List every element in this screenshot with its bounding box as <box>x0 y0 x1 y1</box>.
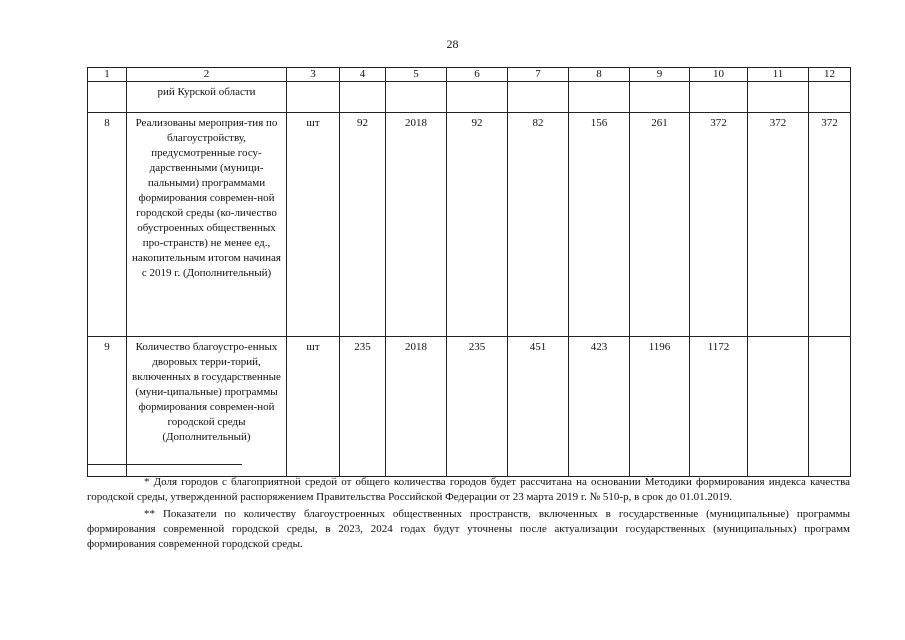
table-header-row <box>88 68 851 82</box>
table-cell <box>748 82 809 113</box>
value-cell: 451 <box>508 337 569 477</box>
header-cell: 1 <box>88 68 127 82</box>
unit-cell: шт <box>287 113 340 337</box>
value-cell: 82 <box>508 113 569 337</box>
table-row <box>88 337 851 477</box>
row-number-cell: 8 <box>88 113 127 337</box>
value-cell: 1196 <box>630 337 690 477</box>
value-cell <box>748 337 809 477</box>
header-cell: 12 <box>809 68 851 82</box>
table-cell <box>88 82 127 113</box>
header-cell: 5 <box>386 68 447 82</box>
value-cell: 156 <box>569 113 630 337</box>
value-cell: 372 <box>690 113 748 337</box>
value-cell: 92 <box>447 113 508 337</box>
header-cell: 8 <box>569 68 630 82</box>
value-cell: 235 <box>340 337 386 477</box>
header-cell: 7 <box>508 68 569 82</box>
header-cell: 9 <box>630 68 690 82</box>
table-cell <box>287 82 340 113</box>
table-cell-description: рий Курской области <box>127 82 287 113</box>
indicators-table <box>87 67 851 477</box>
table-cell <box>386 82 447 113</box>
footnote-1: * Доля городов с благоприятной средой от общего количества городов будет рассчитана на основании Методики формирования индекса качества городской среды, утвержденной распоряжением Правительства Российской Федерации от 23 марта 2019 г. № 510-р, в срок до 01.01.2019. <box>87 476 850 503</box>
unit-cell: шт <box>287 337 340 477</box>
table-cell-description: Количество благоустро-енных дворовых терри-торий, включенных в государственные (муни-ципальные) программы формирования современ-ной городской среды (Дополнительный) <box>127 337 287 477</box>
footnote-divider <box>87 464 242 465</box>
table-cell <box>447 82 508 113</box>
table-cell <box>690 82 748 113</box>
header-cell: 4 <box>340 68 386 82</box>
value-cell: 261 <box>630 113 690 337</box>
table-cell <box>809 82 851 113</box>
table-cell <box>340 82 386 113</box>
footnotes <box>87 475 850 552</box>
value-cell: 92 <box>340 113 386 337</box>
table-cell-description: Реализованы мероприя-тия по благоустройству, предусмотренные госу-дарственными (муници-пальными) программами формирования современ-ной городской среды (ко-личество обустроенных общественных про-странств) не менее ед., накопительным итогом начиная с 2019 г. (Дополнительный) <box>127 113 287 337</box>
value-cell: 2018 <box>386 113 447 337</box>
value-cell: 1172 <box>690 337 748 477</box>
header-cell: 11 <box>748 68 809 82</box>
table-cell <box>569 82 630 113</box>
value-cell: 372 <box>748 113 809 337</box>
value-cell: 235 <box>447 337 508 477</box>
footnote-2: ** Показатели по количеству благоустроенных общественных пространств, включенных в государственные (муниципальные) программы формирования современной городской среды, в 2023, 2024 годах будут уточнены после актуализации государственных (муниципальных) программ формирования современной городской среды. <box>87 508 850 550</box>
value-cell: 423 <box>569 337 630 477</box>
value-cell: 2018 <box>386 337 447 477</box>
table-cell <box>508 82 569 113</box>
header-cell: 3 <box>287 68 340 82</box>
value-cell <box>809 337 851 477</box>
header-cell: 6 <box>447 68 508 82</box>
header-cell: 10 <box>690 68 748 82</box>
table-row <box>88 113 851 337</box>
table-row-continuation <box>88 82 851 113</box>
row-number-cell: 9 <box>88 337 127 477</box>
table-cell <box>630 82 690 113</box>
value-cell: 372 <box>809 113 851 337</box>
page-number: 28 <box>446 37 459 51</box>
header-cell: 2 <box>127 68 287 82</box>
